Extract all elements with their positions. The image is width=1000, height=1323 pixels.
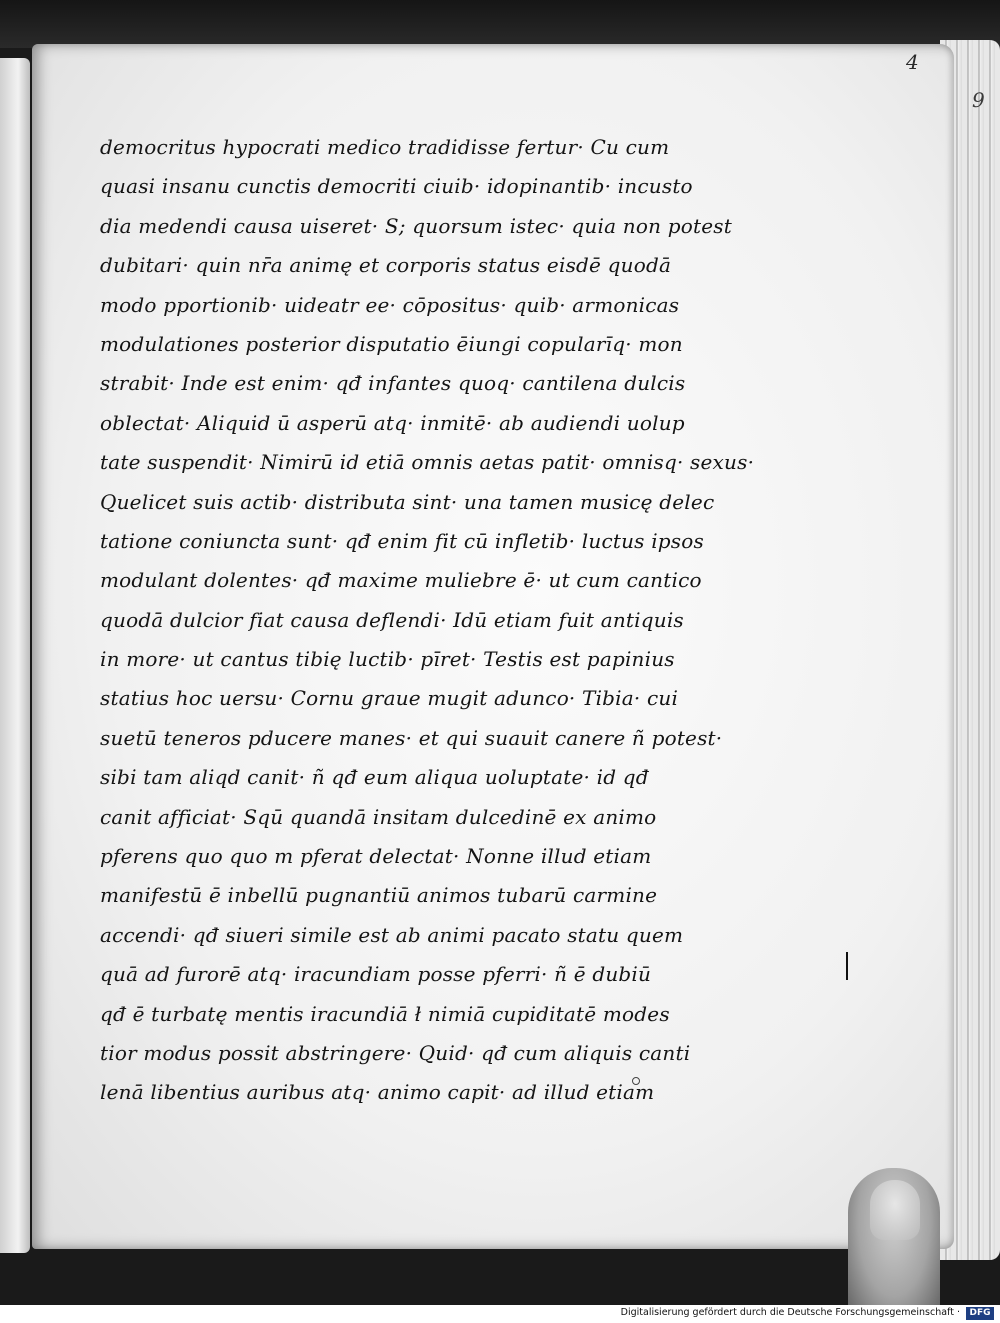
manuscript-line: in more· ut cantus tibię luctib· pīret· Testis est papinius [100,647,675,672]
manuscript-line: Quelicet suis actib· distributa sint· una tamen musicę delec [100,489,715,514]
manuscript-line: oblectat· Aliquid ū asperū atq· inmitē· ab audiendi uolup [100,410,685,435]
thumbnail-highlight [870,1180,920,1240]
manuscript-line: quodā dulcior fiat causa deflendi· Idū etiam fuit antiquis [100,607,684,632]
parchment-hole [632,1077,640,1085]
dfg-logo: DFG [966,1307,994,1320]
manuscript-line: dubitari· quin nr̄a animę et corporis status eisdē quodā [100,253,672,278]
margin-mark [846,952,848,980]
manuscript-line: tior modus possit abstringere· Quid· qđ cum aliquis canti [100,1040,691,1065]
manuscript-line: dia medendi causa uiseret· S; quorsum istec· quia non potest [100,213,732,238]
manuscript-line: suetū teneros pducere manes· et qui suauit canere ñ potest· [100,725,723,750]
manuscript-line: sibi tam aliqd canit· ñ qđ eum aliqua uoluptate· id qđ [100,765,649,790]
manuscript-line: pferens quo quo m pferat delectat· Nonne illud etiam [100,844,652,869]
manuscript-line: manifestū ē inbellū pugnantiū animos tubarū carmine [100,883,658,908]
manuscript-line: lenā libentius auribus atq· animo capit· ad illud etiam [100,1080,655,1105]
book-cover-edge [0,0,1000,48]
manuscript-line: strabit· Inde est enim· qđ infantes quoq· cantilena dulcis [100,371,686,396]
manuscript-line: tate suspendit· Nimirū id etiā omnis aetas patit· omnisq· sexus· [100,450,755,475]
manuscript-line: statius hoc uersu· Cornu graue mugit adunco· Tibia· cui [100,686,679,711]
manuscript-line: democritus hypocrati medico tradidisse fertur· Cu cum [100,135,670,159]
manuscript-line: tatione coniuncta sunt· qđ enim fit cū infletib· luctus ipsos [100,528,704,553]
manuscript-text-block [100,128,800,1113]
manuscript-line: quasi insanu cunctis democriti ciuib· idopinantib· incusto [100,174,693,199]
manuscript-line: accendi· qđ siueri simile est ab animi pacato statu quem [100,922,684,947]
manuscript-line: modulationes posterior disputatio ēiungi copularīq· mon [100,331,683,356]
left-facing-page-edge [0,58,30,1253]
manuscript-line: qđ ē turbatę mentis iracundiā ł nimiā cupiditatē modes [100,1001,670,1026]
manuscript-line: canit afficiat· Sqū quandā insitam dulcedinē ex animo [100,804,657,829]
next-folio-number: 9 [972,88,985,112]
folio-number: 4 [906,50,919,74]
manuscript-line: modulant dolentes· qđ maxime muliebre ē· ut cum cantico [100,568,702,593]
digitization-credit: Digitalisierung gefördert durch die Deutsche Forschungsgemeinschaft · [620,1307,960,1318]
manuscript-line: quā ad furorē atq· iracundiam posse pferri· ñ ē dubiū [100,962,652,987]
manuscript-line: modo pportionib· uideatr ee· cōpositus· quib· armonicas [100,292,680,317]
